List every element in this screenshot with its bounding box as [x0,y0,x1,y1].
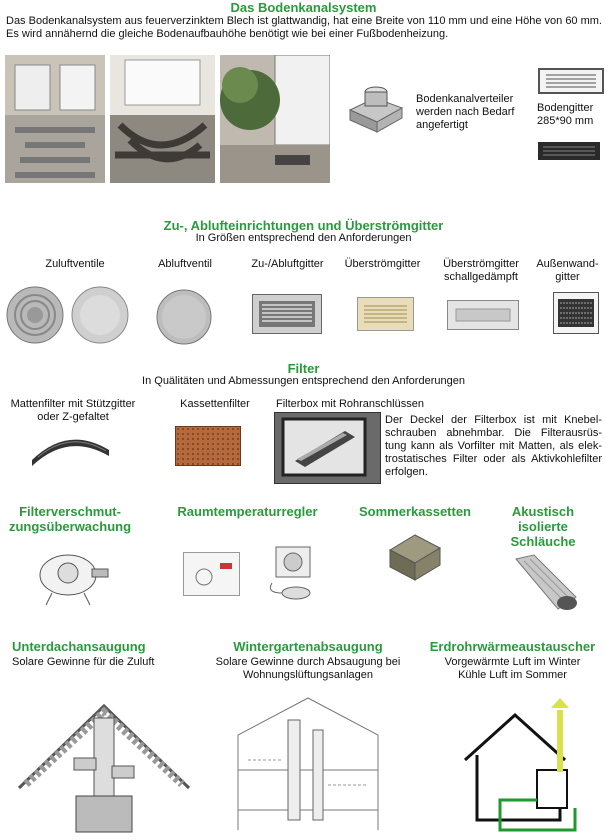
sommerkassette-image [385,530,445,585]
kassettenfilter-image [175,426,241,466]
bodenkanal-text: Das Bodenkanalsystem aus feuerverzinktem Blech ist glattwandig, hat eine Breite von 110 mm und eine Höhe von 60 mm. Es wird annähernd die gleiche Bodenaufbauhöhe benötigt wie bei einer Fußbodenheizung. [6,15,602,40]
aussenwandgitter-label: Außenwand-gitter [536,258,599,283]
raumtemperaturregler-image-2 [262,543,324,605]
akustik-schlauch-image [510,553,582,613]
filterbox-label: Filterbox mit Rohranschlüssen [276,398,424,410]
abluftventil-image [155,288,213,346]
erdrohr-text-sommer: Kühle Luft im Sommer [458,669,567,681]
bodenkanalverteiler-text: Bodenkanalverteiler werden nach Bedarf angefertigt [416,93,515,131]
zu-abluftgitter-image [252,294,322,334]
unterdach-title: Unterdachansaugung [12,639,146,654]
filter-subtitle: In Quälitäten und Abmessungen entsprechend den Anforderungen [142,375,465,387]
bodenkanalverteiler-image [345,80,407,138]
raumtemperaturregler-title: Raumtemperaturregler [177,504,318,519]
zuluftventil-image-2 [70,285,130,345]
ueberstroemgitter-image [357,297,414,331]
aussenwandgitter-image [553,292,599,334]
mattenfilter-image [28,420,113,470]
ueberstroemgitter-label: Überströmgitter [344,258,421,270]
room-photo-1 [5,55,105,183]
wintergarten-diagram [228,690,388,838]
bodengitter-size: 285*90 mm [537,115,594,127]
erdrohr-title: Erdrohrwärmeaustauscher [429,639,596,654]
filterueberwachung-title: Filterverschmut-zungsüberwachung [8,504,132,534]
erdrohr-text-winter: Vorgewärmte Luft im Winter [444,656,581,668]
wintergarten-title: Wintergartenabsaugung [233,639,383,654]
wintergarten-text: Solare Gewinne durch Absaugung bei Wohnungslüftungsanlagen [215,656,401,681]
zuabluft-subtitle: In Größen entsprechend den Anforderungen [195,232,412,244]
zuluftventil-image-1 [5,285,65,345]
zu-abluftgitter-label: Zu-/Abluftgitter [251,258,324,270]
bodengitter-light-image [538,68,604,94]
bodengitter-dark-image [538,142,600,160]
raumtemperaturregler-image-1 [183,552,240,596]
zuluftventile-label: Zuluftventile [45,258,105,270]
akustik-schlaeuche-title: Akustisch isolierte Schläuche [510,504,576,549]
abluftventil-label: Abluftventil [158,258,212,270]
room-photo-2 [110,55,215,183]
erdrohr-diagram [455,680,600,840]
filterbox-image [274,412,381,484]
ueberstroemgitter-schall-image [447,300,519,330]
ueberstroemgitter-schall-label: Überströmgitter schallgedämpft [443,258,519,283]
room-photo-3 [220,55,330,183]
filterueberwachung-image [32,543,112,608]
filterbox-description: Der Deckel der Filterbox ist mit Knebel-schrauben abnehmbar. Die Filterausrüs-tung kann als Vorfilter mit Matten, als elek-trostatisches Filter oder als Aktivkohlefilter erfolgen. [385,414,602,478]
unterdach-diagram [14,688,194,838]
sommerkassetten-title: Sommerkassetten [359,504,471,519]
bodengitter-label: Bodengitter [537,102,594,114]
unterdach-text: Solare Gewinne für die Zuluft [12,656,155,668]
bodenkanal-title: Das Bodenkanalsystem [230,0,377,15]
kassettenfilter-label: Kassettenfilter [180,398,250,410]
mattenfilter-label: Mattenfilter mit Stützgitter oder Z-gefaltet [10,398,136,423]
filter-title: Filter [287,361,320,376]
zuabluft-title: Zu-, Ablufteinrichtungen und Überströmgitter [163,218,444,233]
